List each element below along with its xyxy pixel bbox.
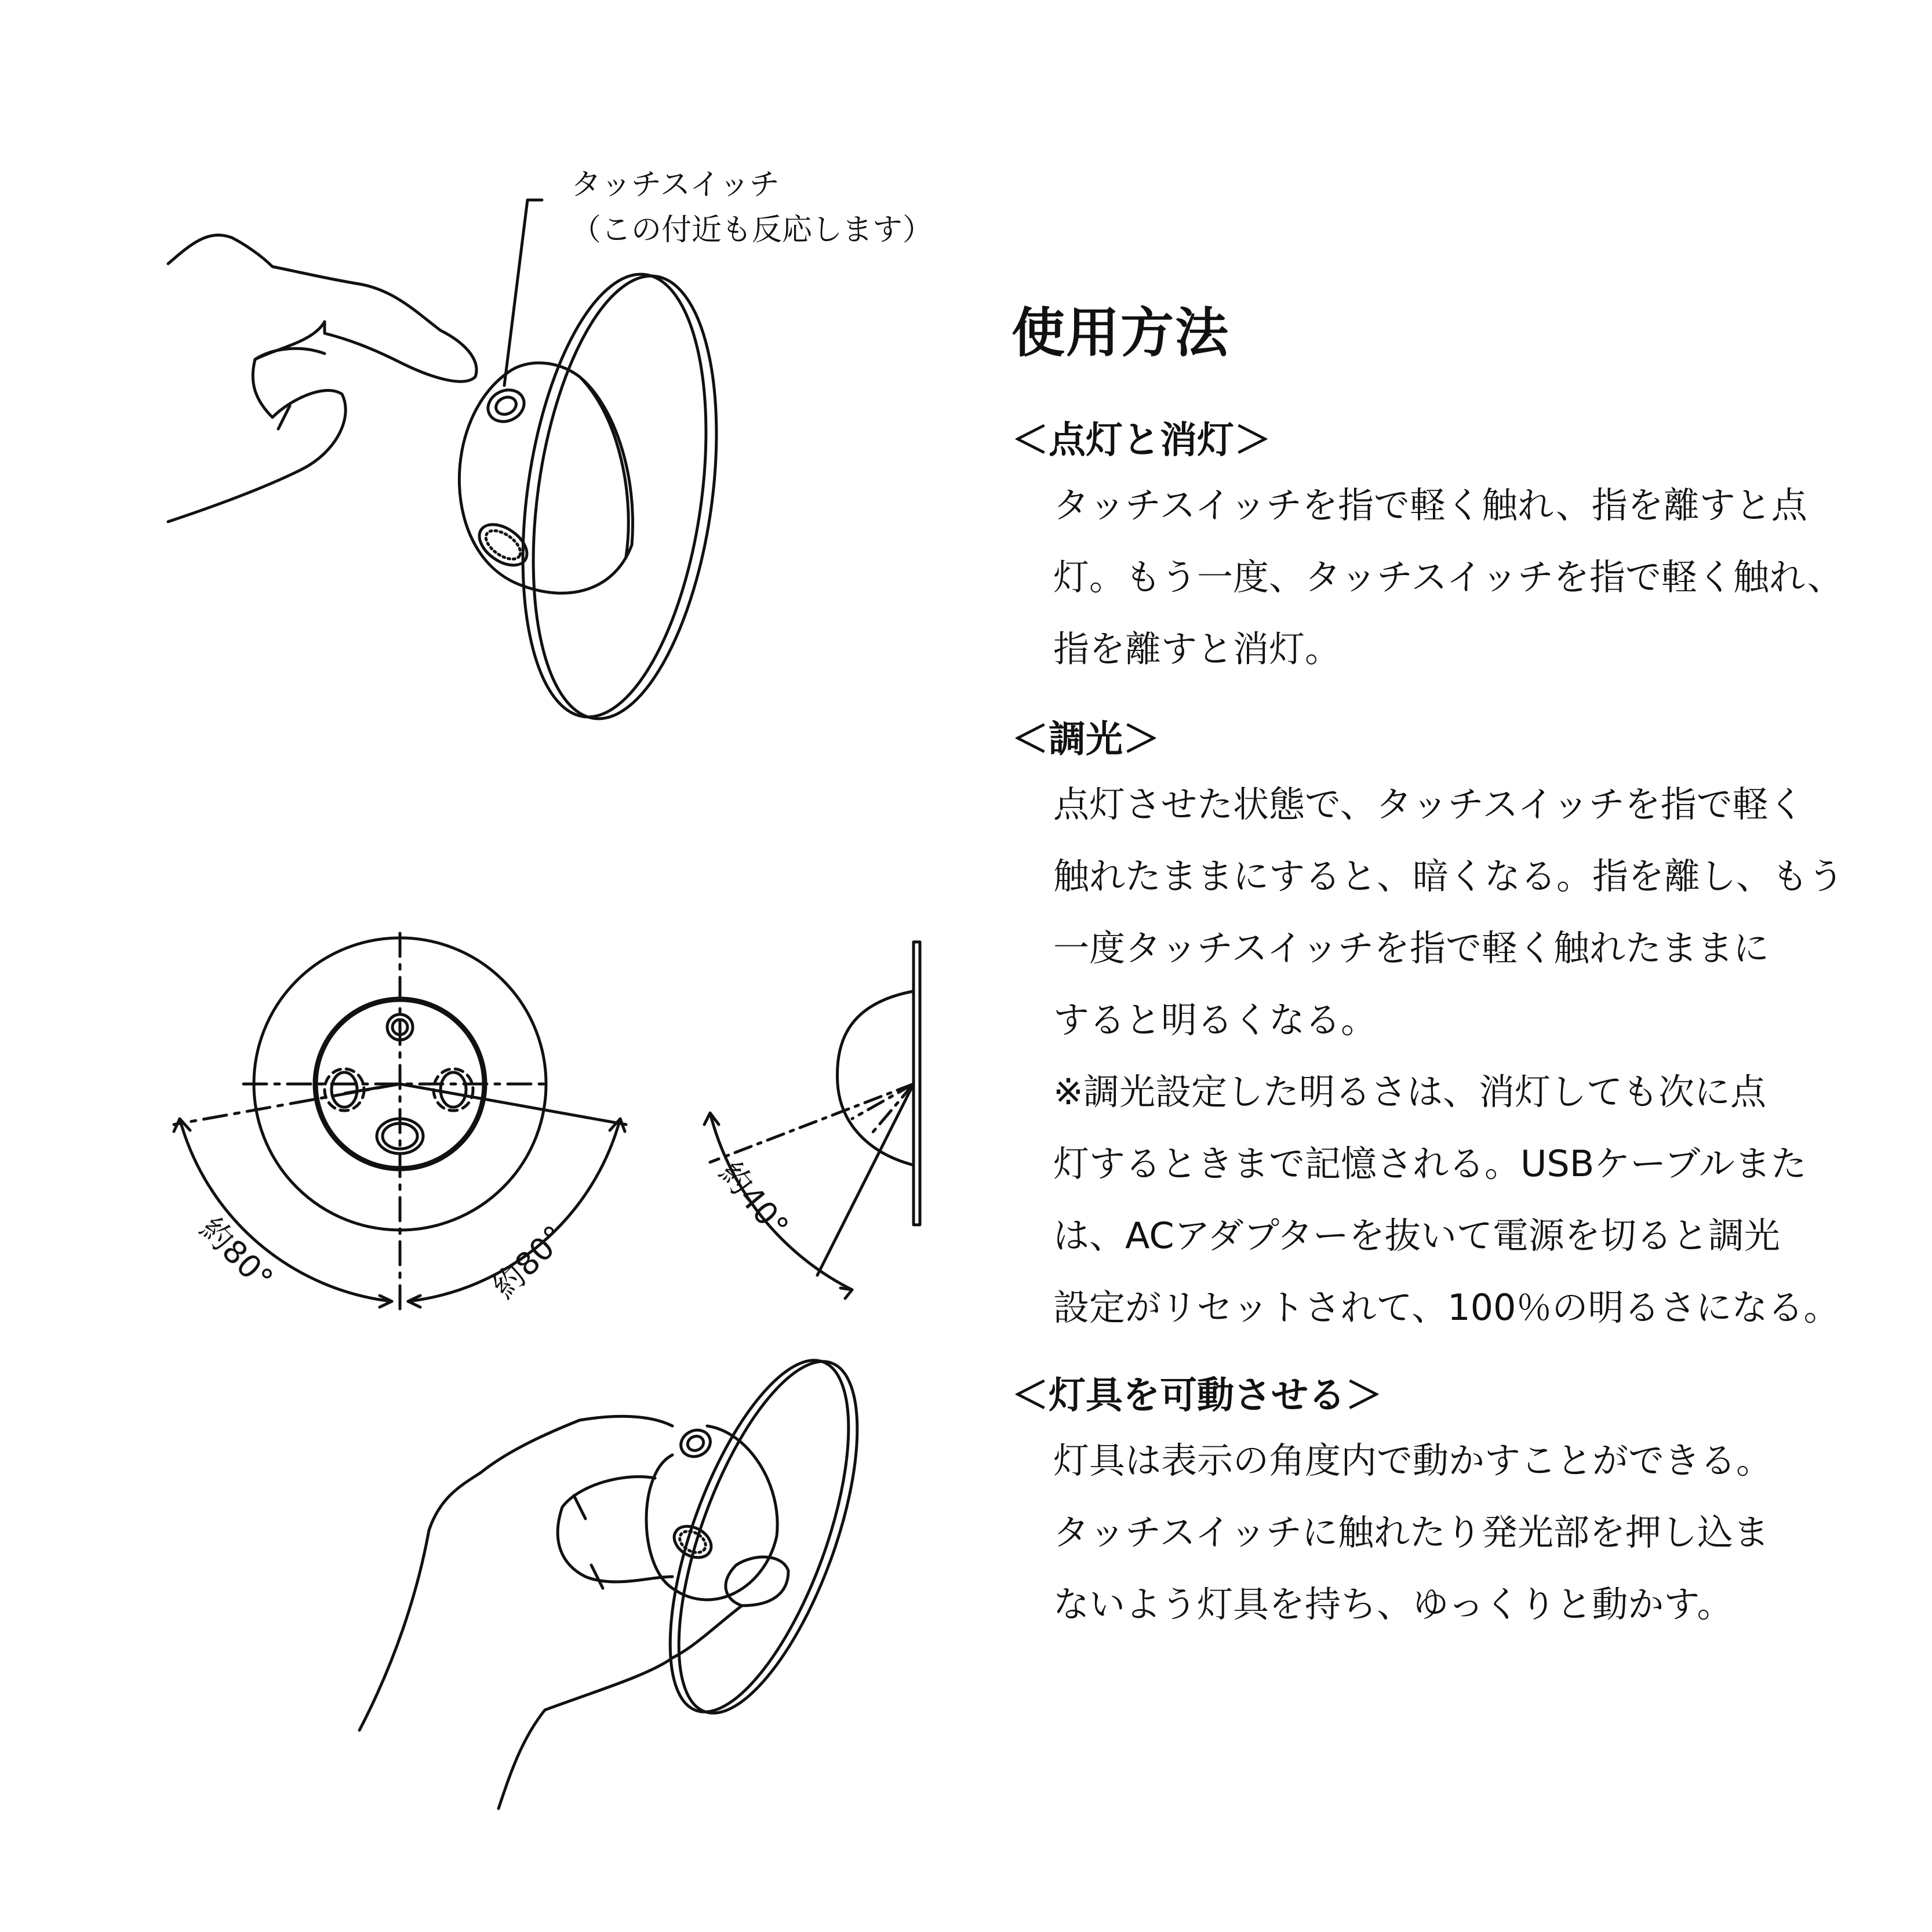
- paragraph-line: ※調光設定した明るさは、消灯しても次に点: [1053, 1071, 1766, 1113]
- paragraph-line: 灯具は表示の角度内で動かすことができる。: [1053, 1439, 1773, 1482]
- side-view-diagram: [704, 942, 920, 1298]
- paragraph-line: 点灯させた状態で、タッチスイッチを指で軽く: [1053, 783, 1804, 825]
- section-on-off: [1012, 412, 1881, 685]
- paragraph-line: タッチスイッチに触れたり発光部を押し込ま: [1053, 1511, 1770, 1553]
- paragraph-line: 設定がリセットされて、100％の明るさになる。: [1053, 1286, 1840, 1329]
- lamp-touch-illustration: [168, 200, 742, 730]
- instructions: [1012, 296, 1881, 1640]
- paragraph-line: は、ACアダプターを抜いて電源を切ると調光: [1053, 1214, 1780, 1257]
- angle-label-right: 約80°: [485, 1218, 573, 1306]
- paragraph-line: 一度タッチスイッチを指で軽く触れたままに: [1053, 927, 1770, 969]
- paragraph-line: すると明るくなる。: [1053, 999, 1377, 1041]
- angle-label-side: 約40°: [712, 1155, 796, 1245]
- page-title: 使用方法: [1012, 302, 1230, 364]
- lamp-adjust-illustration: [359, 1339, 894, 1809]
- callout-line-2: （この付近も反応します）: [571, 213, 933, 248]
- paragraph-line: 触れたままにすると、暗くなる。指を離し、もう: [1053, 855, 1844, 897]
- paragraph-line: 指を離すと消灯。: [1053, 628, 1341, 670]
- touch-switch-callout: [571, 162, 933, 253]
- section-heading: ＜調光＞: [1012, 718, 1160, 761]
- paragraph-line: 灯。もう一度、タッチスイッチを指で軽く触れ、: [1053, 556, 1843, 598]
- callout-line-1: タッチスイッチ: [571, 168, 780, 202]
- section-adjust: [1012, 1367, 1881, 1640]
- paragraph-line: ないよう灯具を持ち、ゆっくりと動かす。: [1053, 1583, 1733, 1625]
- paragraph-line: 灯するときまで記憶される。USBケーブルまた: [1053, 1143, 1807, 1185]
- paragraph-line: タッチスイッチを指で軽く触れ、指を離すと点: [1053, 484, 1807, 526]
- section-dimming: [1012, 711, 1881, 1344]
- angle-label-left: 約80°: [192, 1210, 281, 1298]
- section-heading: ＜点灯と消灯＞: [1012, 419, 1271, 462]
- section-heading: ＜灯具を可動させる＞: [1012, 1374, 1382, 1417]
